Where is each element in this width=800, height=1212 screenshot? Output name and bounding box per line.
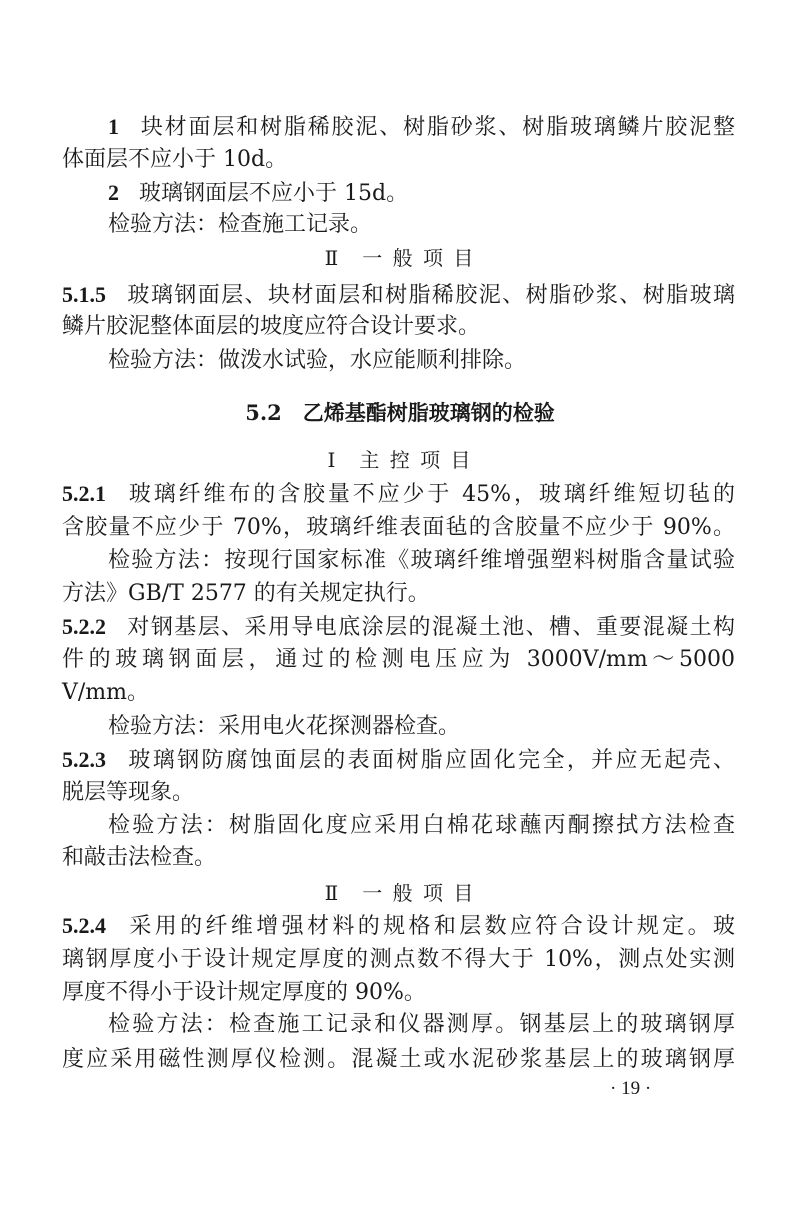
line-text: 体面层不应小于 10d。 xyxy=(62,147,288,172)
heading-line xyxy=(0,880,800,906)
text-line xyxy=(62,947,735,973)
clause-number: 5.2.4 xyxy=(62,913,106,938)
line-text: 检验方法：做泼水试验，水应能顺利排除。 xyxy=(108,348,527,373)
clause-number: 5.2.3 xyxy=(62,747,106,772)
page-number: · 19 · xyxy=(610,1078,652,1099)
line-text: 检验方法：树脂固化度应采用白棉花球蘸丙酮擦拭方法检查 xyxy=(108,813,735,838)
text-line xyxy=(108,1012,735,1038)
clause-number: 5.2.2 xyxy=(62,614,106,639)
text-line xyxy=(108,714,735,740)
clause-number: 2 xyxy=(108,180,119,205)
line-text: 方法》GB/T 2577 的有关规定执行。 xyxy=(62,581,430,606)
text-line xyxy=(62,481,735,508)
text-line xyxy=(108,813,735,839)
line-text: 检验方法：按现行国家标准《玻璃纤维增强塑料树脂含量试验 xyxy=(108,548,735,573)
line-text: 检验方法：采用电火花探测器检查。 xyxy=(108,714,461,739)
line-text: 玻璃钢面层不应小于 15d。 xyxy=(139,181,409,206)
line-text: 5.2 乙烯基酯树脂玻璃钢的检验 xyxy=(245,400,555,425)
text-line xyxy=(62,282,735,309)
line-text: 块材面层和树脂稀胶泥、树脂砂浆、树脂玻璃鳞片胶泥整 xyxy=(139,115,735,140)
line-text: 脱层等现象。 xyxy=(62,780,195,805)
text-line xyxy=(108,212,735,238)
text-line xyxy=(62,1047,735,1073)
text-line xyxy=(62,614,735,641)
text-line xyxy=(108,548,735,574)
line-text: 度应采用磁性测厚仪检测。混凝土或水泥砂浆基层上的玻璃钢厚 xyxy=(62,1047,735,1072)
clause-number: 1 xyxy=(108,114,119,139)
text-line xyxy=(108,114,735,141)
heading-line xyxy=(0,447,800,473)
line-text: 采用的纤维增强材料的规格和层数应符合设计规定。玻 xyxy=(126,914,735,939)
text-line xyxy=(62,913,735,940)
heading-line xyxy=(0,400,800,426)
line-text: Ⅱ 一 般 项 目 xyxy=(324,881,476,905)
text-line xyxy=(62,314,735,340)
line-text: 璃钢厚度小于设计规定厚度的测点数不得大于 10%，测点处实测 xyxy=(62,947,735,972)
text-line xyxy=(108,180,735,207)
text-line xyxy=(62,680,735,706)
line-text: 件的玻璃钢面层，通过的检测电压应为 3000V/mm～5000 xyxy=(62,647,735,672)
text-line xyxy=(62,647,735,673)
line-text: 对钢基层、采用导电底涂层的混凝土池、槽、重要混凝土构 xyxy=(126,615,735,640)
line-text: 鳞片胶泥整体面层的坡度应符合设计要求。 xyxy=(62,314,481,339)
line-text: 检验方法：检查施工记录。 xyxy=(108,212,373,237)
line-text: 检验方法：检查施工记录和仪器测厚。钢基层上的玻璃钢厚 xyxy=(108,1012,735,1037)
clause-number: 5.1.5 xyxy=(62,282,106,307)
clause-number: 5.2.1 xyxy=(62,481,106,506)
text-line xyxy=(62,845,735,871)
line-text: Ⅰ 主 控 项 目 xyxy=(327,448,473,472)
line-text: 含胶量不应少于 70%，玻璃纤维表面毡的含胶量不应少于 90%。 xyxy=(62,515,735,540)
text-line xyxy=(62,747,735,774)
text-line xyxy=(62,581,735,607)
line-text: 和敲击法检查。 xyxy=(62,845,217,870)
heading-line xyxy=(0,245,800,271)
line-text: 玻璃纤维布的含胶量不应少于 45%，玻璃纤维短切毡的 xyxy=(126,482,735,507)
text-line xyxy=(108,348,735,374)
text-line xyxy=(62,147,735,173)
text-line xyxy=(62,780,735,806)
line-text: V/mm。 xyxy=(62,680,150,705)
text-line xyxy=(62,980,735,1006)
line-text: 厚度不得小于设计规定厚度的 90%。 xyxy=(62,980,426,1005)
text-line xyxy=(62,515,735,541)
line-text: 玻璃钢防腐蚀面层的表面树脂应固化完全，并应无起壳、 xyxy=(126,748,735,773)
line-text: Ⅱ 一 般 项 目 xyxy=(324,246,476,270)
line-text: 玻璃钢面层、块材面层和树脂稀胶泥、树脂砂浆、树脂玻璃 xyxy=(126,283,735,308)
